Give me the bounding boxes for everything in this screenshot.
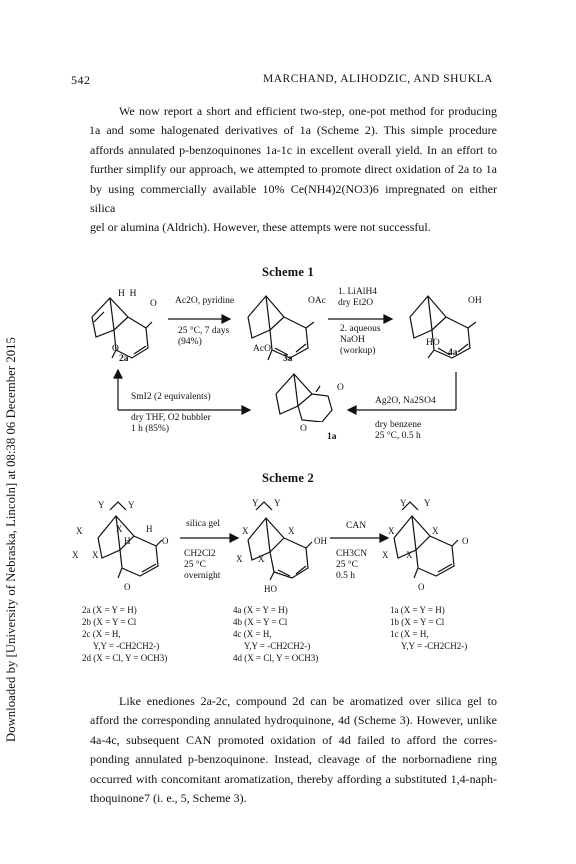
scheme2-title: Scheme 2 — [262, 471, 314, 485]
svg-text:X: X — [72, 550, 79, 560]
svg-text:X: X — [382, 550, 389, 560]
svg-text:X: X — [76, 526, 83, 536]
scheme1-o-atom-2a-bottom: O — [112, 344, 119, 354]
intro-paragraph — [90, 102, 497, 238]
svg-text:HO: HO — [264, 584, 277, 594]
scheme2-step1-conditions: CH2Cl2 25 °C overnight — [184, 549, 221, 581]
svg-text:X: X — [242, 526, 249, 536]
scheme1-step2-workup: 2. aqueous NaOH (workup) — [340, 324, 381, 356]
scheme1-direct-reagent: SmI2 (2 equivalents) — [131, 392, 211, 402]
closing-line-6: thoquinone7 (i. e., 5, Scheme 3). — [90, 791, 247, 806]
label-3a: 3a — [283, 354, 293, 364]
scheme2-diagram — [70, 492, 510, 602]
intro-line-4: further simplify our approach, we attempted to promote direct oxidation of 2a to 1a — [90, 162, 497, 177]
label-4a: 4a — [448, 348, 458, 358]
scheme2-step2-reagent: CAN — [346, 521, 367, 531]
svg-text:Y: Y — [400, 498, 407, 508]
compound-4-series-structure — [248, 502, 312, 580]
compound-4a-structure — [410, 296, 476, 358]
intro-line-3: affords annulated p-benzoquinones 1a-1c in excellent overall yield. In an effort to — [90, 142, 497, 157]
svg-text:X: X — [388, 526, 395, 536]
scheme1-o-atom-1a-top: O — [337, 383, 344, 393]
closing-line-3: 4a-4c, subsequent CAN promoted oxidation of 4d failed to afford the corres- — [90, 732, 497, 747]
closing-line-1: Like enediones 2a-2c, compound 2d can be aromatized over silica gel to — [119, 694, 497, 708]
svg-text:H: H — [124, 536, 131, 546]
scheme1-h-atoms: H H — [118, 289, 137, 299]
scheme2-step1-reagent: silica gel — [186, 519, 221, 529]
scheme1-title: Scheme 1 — [262, 265, 314, 279]
scheme1-oac: OAc — [308, 296, 326, 306]
svg-text:X: X — [236, 554, 243, 564]
scheme1-step2-reagent: 1. LiAlH4 dry Et2O — [338, 287, 378, 308]
scheme1-direct-conditions: dry THF, O2 bubbler 1 h (85%) — [131, 413, 211, 434]
scheme2-substituents-2-series: 2a (X = Y = H) 2b (X = Y = Cl 2c (X = H, Y,Y = -CH2CH2-) 2d (X = Cl, Y = OCH3) — [82, 605, 168, 663]
closing-paragraph — [90, 692, 497, 808]
svg-text:X: X — [116, 524, 123, 534]
intro-line-5: by using commercially available 10% Ce(NH4)2(NO3)6 impregnated on either silica — [90, 181, 497, 216]
scheme1-o-atom-1a-bottom: O — [300, 424, 307, 434]
intro-line-6: gel or alumina (Aldrich). However, these attempts were not successful. — [90, 220, 431, 235]
svg-text:X: X — [406, 550, 413, 560]
svg-text:H: H — [146, 524, 153, 534]
page-number: 542 — [71, 73, 91, 87]
scheme2-step2-conditions: CH3CN 25 °C 0.5 h — [336, 549, 368, 581]
svg-text:O: O — [418, 582, 425, 592]
compound-2a-structure — [92, 298, 152, 358]
scheme2-substituents-4-series: 4a (X = Y = H) 4b (X = Y = Cl 4c (X = H, Y,Y = -CH2CH2-) 4d (X = Cl, Y = OCH3) — [233, 605, 319, 663]
svg-text:X: X — [92, 550, 99, 560]
scheme1-o-atom-2a: O — [150, 299, 157, 309]
download-watermark — [4, 142, 26, 742]
svg-text:Y: Y — [424, 498, 431, 508]
scheme1-ho: HO — [426, 338, 440, 348]
scheme1-oxidation-reagent: Ag2O, Na2SO4 — [375, 396, 436, 406]
scheme1-aco: AcO — [253, 344, 271, 354]
label-1a: 1a — [327, 432, 337, 442]
closing-line-4: ponding annulated p-benzoquinone. Instead, cleavage of the norbornadiene ring — [90, 752, 497, 767]
scheme1-step1-conditions: 25 °C, 7 days (94%) — [178, 326, 230, 347]
svg-text:X: X — [432, 526, 439, 536]
svg-text:Y: Y — [128, 500, 135, 510]
svg-text:O: O — [162, 536, 169, 546]
intro-line-1: We now report a short and efficient two-step, one-pot method for producing — [119, 104, 497, 118]
compound-1a-structure — [276, 374, 332, 422]
scheme1-oxidation-conditions: dry benzene 25 °C, 0.5 h — [375, 420, 422, 441]
label-2a: 2a — [119, 354, 129, 364]
closing-line-2: afford the corresponding annulated hydroquinone, 4d (Scheme 3). However, unlike — [90, 713, 497, 728]
svg-text:Y: Y — [98, 500, 105, 510]
scheme2-substituents-1-series: 1a (X = Y = H) 1b (X = Y = Cl 1c (X = H, Y,Y = -CH2CH2-) — [390, 605, 468, 651]
compound-1-series-structure — [394, 502, 458, 578]
svg-text:Y: Y — [252, 498, 259, 508]
svg-text:O: O — [462, 536, 469, 546]
svg-text:O: O — [124, 582, 131, 592]
intro-line-2: 1a and some halogenated derivatives of 1a (Scheme 2). This simple procedure — [89, 123, 497, 138]
svg-text:X: X — [288, 526, 295, 536]
svg-text:X: X — [258, 554, 265, 564]
svg-text:Y: Y — [274, 498, 281, 508]
download-note-text: Downloaded by [University of Nebraska, Lincoln] at 08:38 06 December 2015 — [4, 337, 18, 742]
closing-line-5: occurred with concomitant aromatization, thereby affording a substituted 1,4-naph- — [90, 771, 497, 786]
scheme1-oh: OH — [468, 296, 482, 306]
scheme1-step1-reagent: Ac2O, pyridine — [175, 296, 235, 306]
svg-text:OH: OH — [314, 536, 327, 546]
running-title: MARCHAND, ALIHODZIC, AND SHUKLA — [263, 73, 493, 85]
